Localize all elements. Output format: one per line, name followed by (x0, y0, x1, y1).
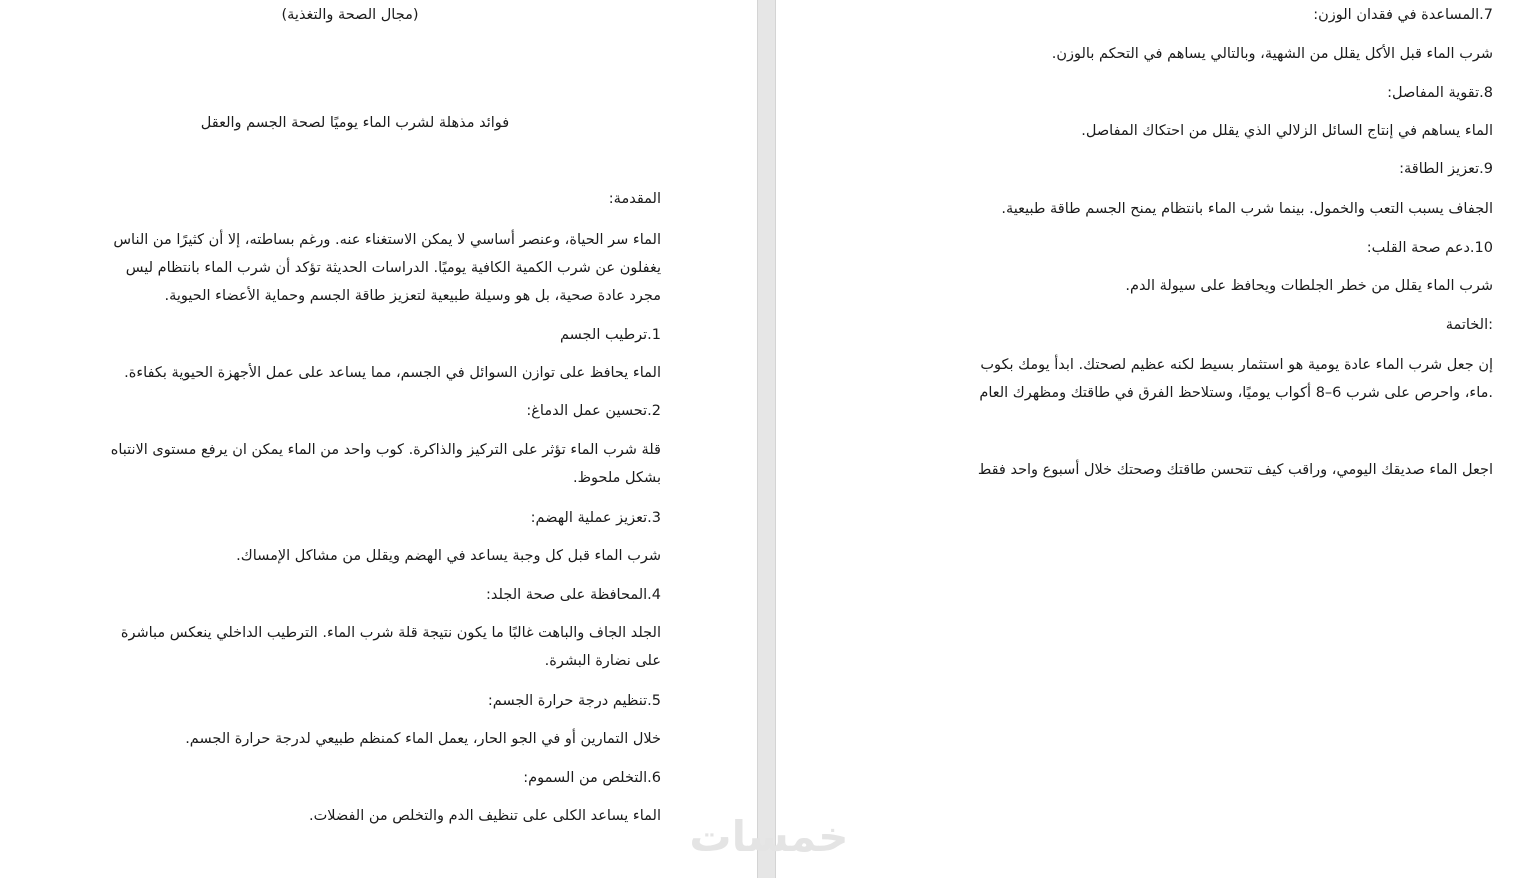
section-text-6: الماء يساعد الكلى على تنظيف الدم والتخلص من الفضلات. (308, 808, 661, 824)
section-heading-2: 2.تحسين عمل الدماغ: (526, 403, 661, 419)
section-heading-4: 4.المحافظة على صحة الجلد: (486, 587, 661, 603)
section-heading-8: 8.تقوية المفاصل: (1387, 85, 1493, 101)
section-text-2-line-2: بشكل ملحوظ. (572, 470, 661, 486)
intro-heading: المقدمة: (608, 191, 661, 207)
conclusion-heading: :الخاتمة (1445, 317, 1493, 333)
intro-line-3: مجرد عادة صحية، بل هو وسيلة طبيعية لتعزيز طاقة الجسم وحماية الأعضاء الحيوية. (164, 288, 661, 304)
intro-line-2: يغفلون عن شرب الكمية الكافية يوميًا. الدراسات الحديثة تؤكد أن شرب الماء بانتظام ليس (125, 260, 661, 276)
closing-sentence: اجعل الماء صديقك اليومي، وراقب كيف تتحسن طاقتك وصحتك خلال أسبوع واحد فقط (977, 462, 1493, 478)
conclusion-line-1: إن جعل شرب الماء عادة يومية هو استثمار بسيط لكنه عظيم لصحتك. ابدأ يومك بكوب (980, 357, 1493, 373)
watermark-logo: خمسات (689, 812, 849, 861)
document-page-left (0, 0, 757, 878)
section-heading-1: 1.ترطيب الجسم (559, 327, 661, 343)
section-text-8: الماء يساهم في إنتاج السائل الزلالي الذي يقلل من احتكاك المفاصل. (1081, 123, 1493, 139)
section-heading-5: 5.تنظيم درجة حرارة الجسم: (487, 693, 661, 709)
domain-label: (مجال الصحة والتغذية) (281, 7, 419, 23)
section-text-3: شرب الماء قبل كل وجبة يساعد في الهضم ويقلل من مشاكل الإمساك. (236, 548, 661, 564)
section-text-9: الجفاف يسبب التعب والخمول. بينما شرب الماء بانتظام يمنح الجسم طاقة طبيعية. (1001, 201, 1493, 217)
page-gutter (757, 0, 776, 878)
conclusion-line-2: .ماء، واحرص على شرب 6–8 أكواب يوميًا، وستلاحظ الفرق في طاقتك ومظهرك العام (979, 385, 1493, 401)
section-text-1: الماء يحافظ على توازن السوائل في الجسم، مما يساعد على عمل الأجهزة الحيوية بكفاءة. (124, 365, 661, 381)
section-heading-10: 10.دعم صحة القلب: (1366, 240, 1493, 256)
section-text-2-line-1: قلة شرب الماء تؤثر على التركيز والذاكرة. كوب واحد من الماء يمكن ان يرفع مستوى الانتباه (110, 442, 661, 458)
section-heading-7: 7.المساعدة في فقدان الوزن: (1313, 7, 1493, 23)
section-text-7: شرب الماء قبل الأكل يقلل من الشهية، وبالتالي يساهم في التحكم بالوزن. (1051, 46, 1493, 62)
document-title: فوائد مذهلة لشرب الماء يوميًا لصحة الجسم والعقل (200, 115, 510, 131)
intro-line-1: الماء سر الحياة، وعنصر أساسي لا يمكن الاستغناء عنه. ورغم بساطته، إلا أن كثيرًا من الناس (113, 232, 661, 248)
section-text-10: شرب الماء يقلل من خطر الجلطات ويحافظ على سيولة الدم. (1125, 278, 1493, 294)
section-heading-6: 6.التخلص من السموم: (523, 770, 661, 786)
section-heading-3: 3.تعزيز عملية الهضم: (530, 510, 661, 526)
section-text-5: خلال التمارين أو في الجو الحار، يعمل الماء كمنظم طبيعي لدرجة حرارة الجسم. (185, 731, 661, 747)
section-heading-9: 9.تعزيز الطاقة: (1399, 161, 1493, 177)
section-text-4-line-2: على نضارة البشرة. (544, 653, 661, 669)
section-text-4-line-1: الجلد الجاف والباهت غالبًا ما يكون نتيجة قلة شرب الماء. الترطيب الداخلي ينعكس مباشرة (120, 625, 661, 641)
document-page-right (776, 0, 1537, 878)
